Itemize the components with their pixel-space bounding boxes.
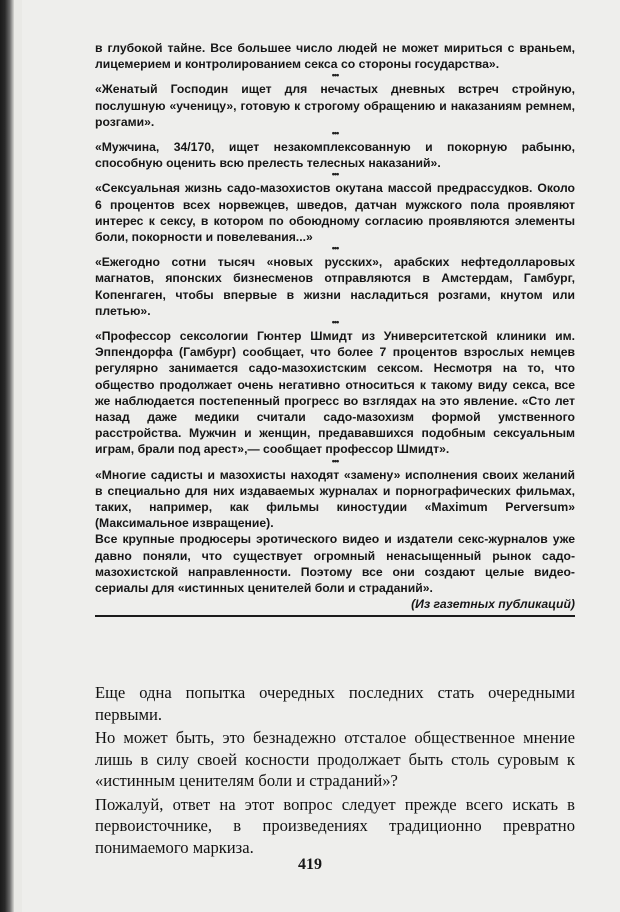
page-number: 419 (298, 856, 322, 873)
separator-dots: ••• (331, 243, 339, 254)
clipping-paragraph: Все крупные продюсеры эротического видео и издатели секс-журналов уже давно поняли, что существует огромный ненасыщенный рынок садо-мазохистской направленности. Поэтому все они создают целые видео-сериалы для «истинных ценителей боли и страданий». (95, 532, 575, 596)
clipping-paragraph: «Мужчина, 34/170, ищет незакомплексованную и покорную рабыню, способную оценить всю прелесть телесных наказаний». (95, 140, 575, 171)
book-binding-shadow (0, 0, 14, 912)
separator-dots: ••• (331, 128, 339, 139)
body-paragraph: Еще одна попытка очередных последних стать очередными первыми. (95, 683, 575, 724)
newspaper-clipping-block (95, 40, 575, 617)
divider-rule (95, 615, 575, 617)
clipping-paragraph: «Ежегодно сотни тысяч «новых русских», арабских нефтедолларовых магнатов, японских бизнесменов отправляются в Амстердам, Гамбург, Копенгаген, чтобы впервые в жизни насладиться розгами, кнутом или плетью». (95, 255, 575, 318)
body-paragraph: Но может быть, это безнадежно отсталое общественное мнение лишь в силу своей косности продолжает быть столь суровым к «истинным ценителям боли и страданий»? (95, 728, 575, 790)
separator-dots: ••• (331, 169, 339, 180)
separator-dots: ••• (331, 455, 339, 466)
clipping-paragraph: «Профессор сексологии Гюнтер Шмидт из Университетской клиники им. Эппендорфа (Гамбург) сообщает, что более 7 процентов взрослых немцев регулярно занимается садо-мазохистским сексом. Несмотря на то, что общество продолжает очень негативно относиться к такому виду секса, все же наблюдается постепенный прогресс во взглядах на это явление. «Сто лет назад даже медики считали садо-мазохизм формой умственного расстройства. Мужчин и женщин, предававшихся подобным сексуальным играм, брали под арест»,— сообщает профессор Шмидт». (95, 329, 575, 457)
clipping-paragraph: «Многие садисты и мазохисты находят «замену» исполнения своих желаний в специально для них издаваемых журналах и порнографических фильмах, таких, например, как фильмы киностудии «Maximum Perversum» (Максимальное извращение). (95, 467, 575, 531)
clipping-paragraph: в глубокой тайне. Все большее число людей не может мириться с враньем, лицемерием и контролированием секса со стороны государства». (95, 41, 575, 72)
body-paragraph: Пожалуй, ответ на этот вопрос следует прежде всего искать в первоисточнике, в произведениях традиционно превратно понимаемого маркиза. (95, 794, 575, 857)
clipping-paragraph: «Сексуальная жизнь садо-мазохистов окутана массой предрассудков. Около 6 процентов всех норвежцев, шведов, датчан мужского пола проявляют интерес к сексу, в котором по обоюдному согласию проявляются элементы боли, покорности и повелевания...» (95, 181, 575, 245)
main-text (95, 682, 575, 860)
separator-dots: ••• (331, 317, 339, 328)
clipping-source: (Из газетных публикаций) (411, 597, 575, 612)
separator-dots: ••• (331, 70, 339, 81)
clipping-paragraph: «Женатый Господин ищет для нечастых дневных встреч стройную, послушную «ученицу», готовую к строгому обращению и наказаниям ремнем, розгами». (95, 82, 575, 129)
